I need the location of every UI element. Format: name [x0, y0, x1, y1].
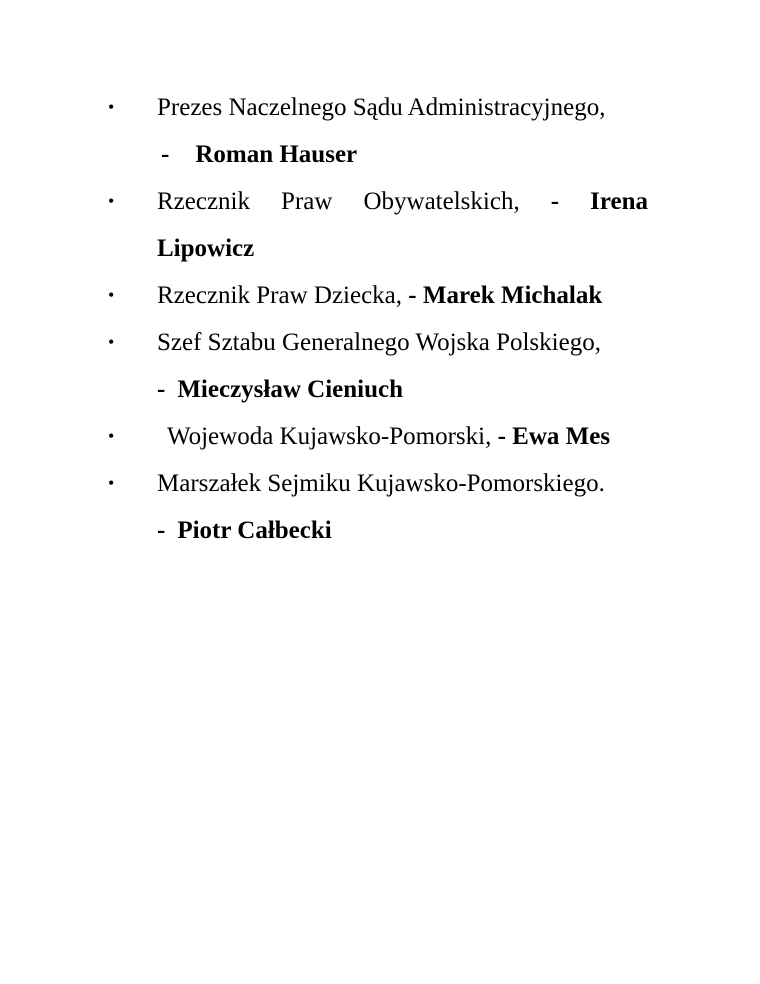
- bullet: •: [108, 473, 115, 493]
- bullet: •: [108, 426, 115, 446]
- bullet: •: [108, 97, 115, 117]
- office-title: Szef Sztabu Generalnego Wojska Polskiego,: [157, 329, 601, 356]
- list-item: [108, 84, 648, 178]
- dash: -: [157, 517, 166, 544]
- list-item: [108, 272, 648, 319]
- officials-list: [108, 84, 648, 554]
- office-title: Wojewoda Kujawsko-Pomorski,: [167, 423, 492, 450]
- person-name: Piotr Całbecki: [177, 517, 332, 544]
- office-title: Prezes Naczelnego Sądu Administracyjnego,: [157, 94, 606, 121]
- person-name: Marek Michalak: [422, 282, 603, 309]
- person-name: Roman Hauser: [195, 141, 358, 168]
- person-name: Ewa Mes: [512, 423, 611, 450]
- dash: -: [550, 188, 560, 215]
- person-name: Irena Lipowicz: [157, 188, 648, 262]
- bullet: •: [108, 285, 115, 305]
- bullet: •: [108, 191, 115, 211]
- person-name: Mieczysław Cieniuch: [177, 376, 403, 403]
- dash: -: [161, 141, 170, 168]
- office-title: Rzecznik Praw Obywatelskich,: [157, 188, 520, 215]
- office-title: Rzecznik Praw Dziecka,: [157, 282, 403, 309]
- list-item: [108, 460, 648, 554]
- list-item: [108, 413, 648, 460]
- dash: -: [157, 376, 166, 403]
- dash: -: [408, 282, 417, 309]
- office-title: Marszałek Sejmiku Kujawsko-Pomorskiego.: [157, 470, 605, 497]
- list-item: [108, 178, 648, 272]
- list-item: [108, 319, 648, 413]
- dash: -: [497, 423, 506, 450]
- bullet: •: [108, 332, 115, 352]
